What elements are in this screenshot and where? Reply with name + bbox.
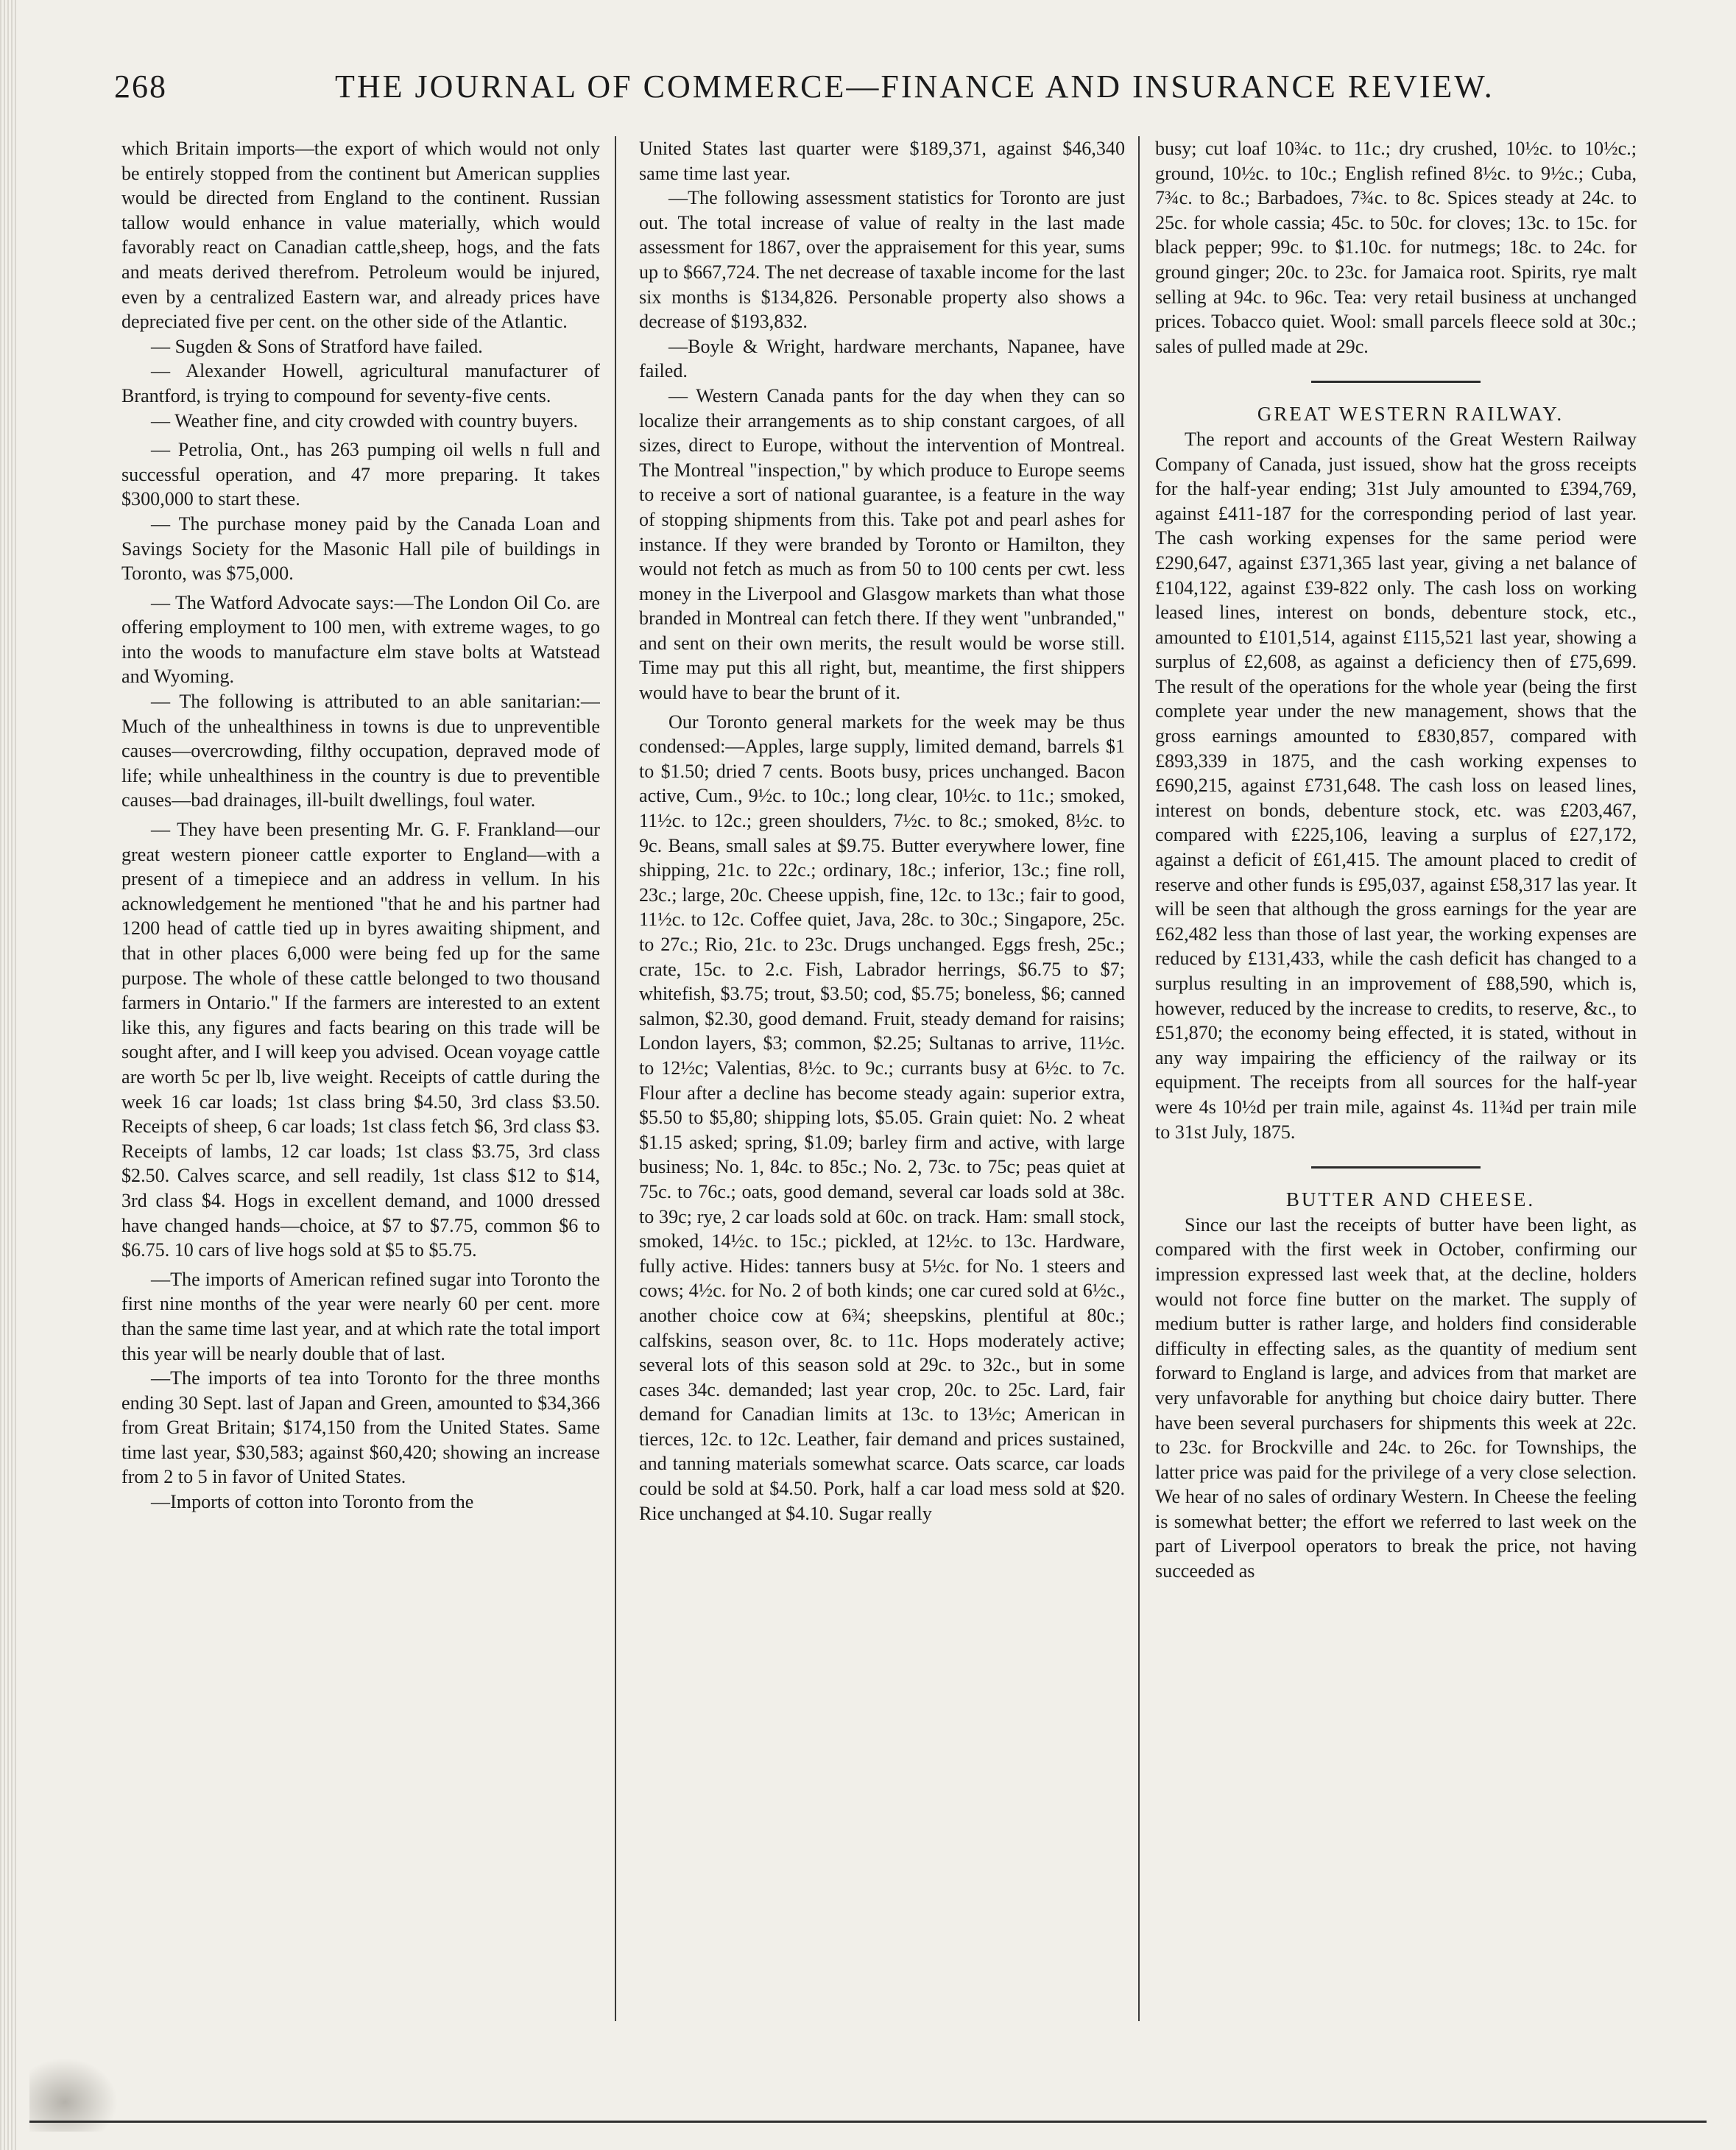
- article-columns: [121, 136, 1637, 2021]
- column-2: [639, 136, 1125, 2021]
- column-1: [121, 136, 600, 2021]
- column-3: [1155, 136, 1637, 2021]
- news-item: — The purchase money paid by the Canada Loan and Savings Society for the Masonic Hall pile of buildings in Toronto, was $75,000.: [121, 512, 600, 585]
- page-edge: [0, 0, 16, 2150]
- page-number: 268: [114, 68, 167, 105]
- news-item: — Western Canada pants for the day when they can so localize their arrangements as to ship constant cargoes, of all sizes, direct to Europe, without the intervention of Montreal. The Montreal "inspection," by which produce to Europe seems to receive a sort of national guarantee, is a feature in the way of stopping shipments from this. Take pot and pearl ashes for instance. If they were branded by Toronto or Hamilton, they would not fetch as much as from 50 to 100 cents per cwt. less money in the Liverpool and Glasgow markets than what those branded in Montreal can fetch there. If they went "unbranded," and sent on their own merits, the result would be worse still. Time may put this all right, but, meantime, the first shippers would have to bear the brunt of it.: [639, 384, 1125, 704]
- paragraph: busy; cut loaf 10¾c. to 11c.; dry crushed, 10½c. to 10½c.; ground, 10½c. to 10c.; English refined 8½c. to 9½c.; Cuba, 7¾c. to 8c.; Barbadoes, 7¾c. to 8c. Spices steady at 24c. to 25c. for whole cassia; 45c. to 50c. for cloves; 13c. to 15c. for black pepper; 99c. to $1.10c. for nutmegs; 18c. to 24c. for ground ginger; 20c. to 23c. for Jamaica root. Spirits, rye malt selling at 94c. to 96c. Tea: very retail business at unchanged prices. Tobacco quiet. Wool: small parcels fleece sold at 30c.; sales of pulled made at 29c.: [1155, 138, 1637, 357]
- journal-title: THE JOURNAL OF COMMERCE—FINANCE AND INSURANCE REVIEW.: [335, 68, 1495, 105]
- news-item: — Sugden & Sons of Stratford have failed.: [151, 335, 483, 357]
- news-item: —The imports of American refined sugar into Toronto the first nine months of the year were nearly 60 per cent. more than the same time last year, and at which rate the total import this year will be nearly double that of last.: [121, 1268, 600, 1364]
- section-heading-butter: BUTTER AND CHEESE.: [1285, 1188, 1536, 1211]
- butter-article: Since our last the receipts of butter have been light, as compared with the first week in October, confirming our impression expressed last week that, at the decline, holders would not force fine butter on the market. The supply of medium butter is rather large, and holders find considerable difficulty in effecting sales, as the quantity of medium sent forward to England is large, and advices from that market are very unfavorable for anything but choice dairy butter. There have been several purchasers for shipments this week at 22c. to 23c. for Brockville and 24c. to 26c. for Townships, the latter price was paid for the privilege of a very close selection. We hear of no sales of ordinary Western. In Cheese the feeling is somewhat better; the effort we referred to last week on the part of Liverpool operators to break the price, not having succeeded as: [1155, 1213, 1637, 1582]
- page-bottom-rule: [29, 2121, 1707, 2123]
- news-item: — They have been presenting Mr. G. F. Frankland—our great western pioneer cattle exporter to England—with a present of a timepiece and an address in vellum. In his acknowledgement he mentioned "that he and his partner had 1200 head of cattle tied up in byres awaiting shipment, and that in other places 6,000 were being fed up for the same purpose. The whole of these cattle belonged to two thousand farmers in Ontario." If the farmers are interested to an extent like this, any figures and facts bearing on this trade will be sought after, and I will keep you advised. Ocean voyage cattle are worth 5c per lb, live weight. Receipts of cattle during the week 16 car loads; 1st class bring $4.50, 3rd class $3.50. Receipts of sheep, 6 car loads; 1st class fetch $6, 3rd class $3. Receipts of lambs, 12 car loads; 1st class $3.75, 3rd class $2.50. Calves scarce, and sell readily, 1st class $12 to $14, 3rd class $4. Hogs in excellent demand, and 1000 dressed have changed hands—choice, at $7 to $7.75, common $6 to $6.75. 10 cars of live hogs sold at $5 to $5.75.: [121, 819, 600, 1261]
- section-divider: [1311, 381, 1481, 383]
- news-item: — Alexander Howell, agricultural manufacturer of Brantford, is trying to compound for seventy-five cents.: [121, 360, 600, 406]
- news-item: —Imports of cotton into Toronto from the: [151, 1491, 474, 1513]
- news-item: —Boyle & Wright, hardware merchants, Napanee, have failed.: [639, 335, 1125, 382]
- section-divider: [1311, 1166, 1481, 1169]
- news-item: — The following is attributed to an able sanitarian:—Much of the unhealthiness in towns is due to unpreventible causes—overcrowding, filthy occupation, depraved mode of life; while unhealthiness in the country is due to preventible causes—bad drainages, ill-built dwellings, foul water.: [121, 691, 600, 811]
- paragraph: United States last quarter were $189,371, against $46,340 same time last year.: [639, 138, 1125, 184]
- paragraph: which Britain imports—the export of which would not only be entirely stopped from the continent but American supplies would be directed from England to the continent. Russian tallow would enhance in value materially, which would favorably react on Canadian cattle,sheep, hogs, and the fats and meats derived therefrom. Petroleum would be injured, even by a centralized Eastern war, and already prices have depreciated five per cent. on the other side of the Atlantic.: [121, 138, 600, 333]
- news-item: —The following assessment statistics for Toronto are just out. The total increase of value of realty in the last made assessment for 1867, over the appraisement for this year, sums up to $667,724. The net decrease of taxable income for the last six months is $134,826. Personable property also shows a decrease of $193,832.: [639, 187, 1125, 333]
- news-item: —The imports of tea into Toronto for the three months ending 30 Sept. last of Japan and Green, amounted to $34,366 from Great Britain; $174,150 from the United States. Same time last year, $30,583; against $60,420; showing an increase from 2 to 5 in favor of United States.: [121, 1367, 600, 1488]
- section-heading-railway: GREAT WESTERN RAILWAY.: [1257, 403, 1564, 426]
- news-item: — Weather fine, and city crowded with country buyers.: [151, 409, 578, 431]
- railway-article: The report and accounts of the Great Western Railway Company of Canada, just issued, show hat the gross receipts for the half-year ending; 31st July amounted to £394,769, against £411-187 for the corresponding period of last year. The cash working expenses for the same period were £290,647, against £371,365 last year, giving a net balance of £104,122, against £39-822 only. The cash loss on working leased lines, interest on bonds, debenture stock, etc., amounted to £101,514, against £115,521 last year, showing a surplus of £2,608, as against a deficiency then of £75,699. The result of the operations for the whole year (being the first complete year under the new management, shows that the gross earnings amounted to £830,857, compared with £893,339 in 1875, and the cash working expenses to £690,215, against £731,648. The cash loss on leased lines, interest on bonds, debenture stock, etc. was £203,467, compared with £225,106, leaving a surplus of £27,172, against a deficit of £61,415. The amount placed to credit of reserve and other funds is £95,037, against £58,317 las year. It will be seen that although the gross earnings for the year are £62,482 less than those of last year, the working expenses are reduced by £131,433, while the cash deficit has changed to a surplus resulting in an improvement of £88,590, which is, however, reduced by the increase to credits, to reserve, &c., to £51,870; the economy being effected, it is stated, without in any way impairing the efficiency of the railway or its equipment. The receipts from all sources for the half-year were 4s 10½d per train mile, against 4s. 11¾d per train mile to 31st July, 1875.: [1155, 428, 1637, 1143]
- column-rule: [615, 136, 616, 2021]
- news-item: — Petrolia, Ont., has 263 pumping oil wells n full and successful operation, and 47 more preparing. It takes $300,000 to start these.: [121, 439, 600, 510]
- markets-report: Our Toronto general markets for the week may be thus condensed:—Apples, large supply, limited demand, barrels $1 to $1.50; dried 7 cents. Boots busy, prices unchanged. Bacon active, Cum., 9½c. to 10c.; long clear, 10½c. to 11c.; smoked, 11½c. to 12c.; green shoulders, 7½c. to 8c.; smoked, 8½c. to 9c. Beans, small sales at $9.75. Butter everywhere lower, fine shipping, 21c. to 22c.; ordinary, 18c.; inferior, 13c.; fine roll, 23c.; large, 20c. Cheese uppish, fine, 12c. to 13c.; fair to good, 11½c. to 12c. Coffee quiet, Java, 28c. to 30c.; Singapore, 25c. to 27c.; Rio, 21c. to 23c. Drugs unchanged. Eggs fresh, 25c.; crate, 15c. to 2.c. Fish, Labrador herrings, $6.75 to $7; whitefish, $3.75; trout, $3.50; cod, $5.75; boneless, $6; canned salmon, $2.30, good demand. Fruit, steady demand for raisins; London layers, $3; common, $2.25; Sultanas to arrive, 11½c. to 12½c; Valentias, 8½c. to 9c.; currants busy at 6½c. to 7c. Flour after a decline has become steady again: superior extra, $5.50 to $5,80; shipping lots, $5.05. Grain quiet: No. 2 wheat $1.15 asked; spring, $1.09; barley firm and active, with large business; No. 1, 84c. to 85c.; No. 2, 73c. to 75c; peas quiet at 75c. to 76c.; oats, good demand, several car loads sold at 38c. to 39c; rye, 2 car loads sold at 60c. on track. Ham: small stock, smoked, 14½c. to 15c.; pickled, at 12½c. to 13c. Hardware, fully active. Hides: tanners busy at 5½c. for No. 1 steers and cows; 4½c. for No. 2 of both kinds; one car cured sold at 6½c., another choice cow at 6¾; sheepskins, plentiful at 80c.; calfskins, season over, 8c. to 11c. Hops moderately active; several lots of this season sold at 29c. to 32c., but in some cases 34c. demanded; last year crop, 20c. to 25c. Lard, fair demand for Canadian limits at 13c. to 13½c; American in tierces, 12c. to 12c. Leather, fair demand and prices sustained, and tanning materials somewhat scarce. Oats scarce, car loads could be sold at $4.50. Pork, half a car load mess sold at $20. Rice unchanged at $4.10. Sugar really: [639, 711, 1125, 1524]
- page-header: [114, 68, 1633, 119]
- news-item: — The Watford Advocate says:—The London Oil Co. are offering employment to 100 men, with extreme wages, to go into the woods to manufacture elm stave bolts at Watstead and Wyoming.: [121, 591, 600, 688]
- column-rule: [1138, 136, 1140, 2021]
